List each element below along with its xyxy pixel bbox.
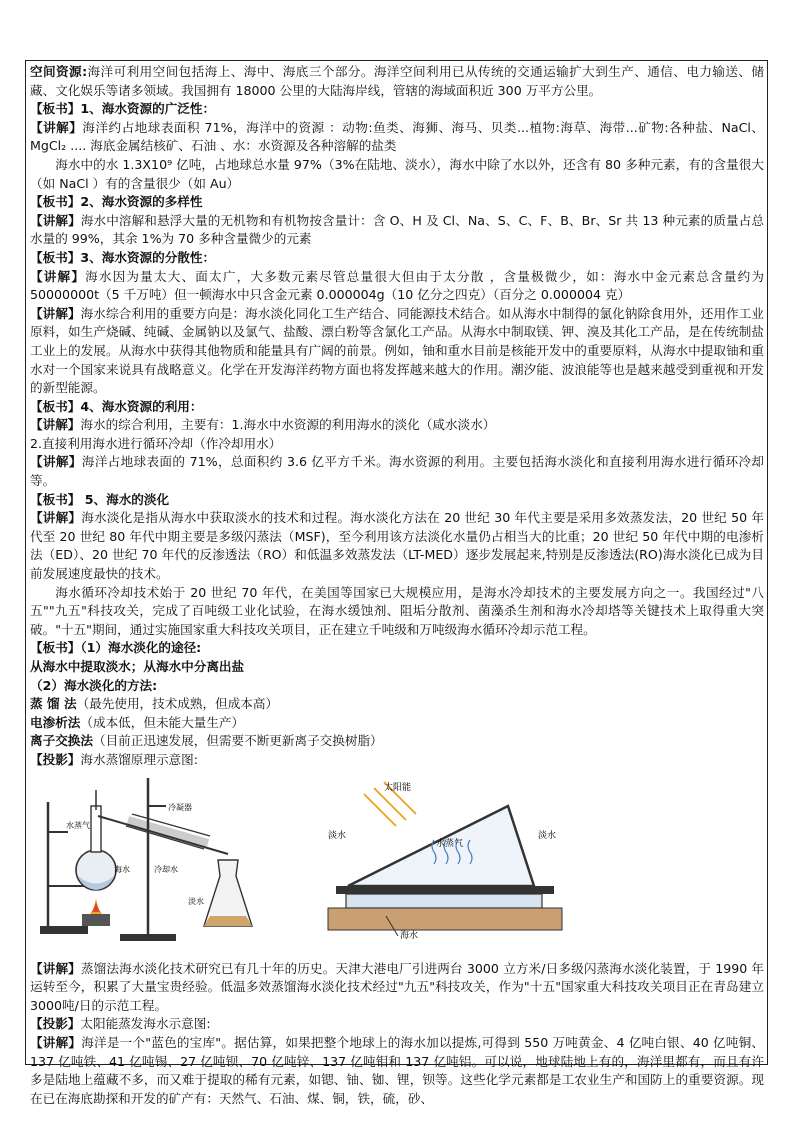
paragraph	[30, 435, 764, 454]
heading-text: 1、海水资源的广泛性：	[80, 101, 216, 117]
paragraph-bold	[30, 658, 764, 677]
solar-still-diagram	[326, 776, 566, 940]
board-heading	[30, 249, 764, 268]
heading-text: 2、海水资源的多样性	[80, 194, 203, 210]
method-name: 蒸 馏 法	[30, 696, 77, 712]
paragraph-text: 海洋约占地球表面积 71%，海洋中的资源 ：动物:鱼类、海狮、海马、贝类...植物:海草、海带...矿物:各种盐、NaCl、MgCl₂ .... 海底金属结核矿、石油 、水：水资源及各种溶解的盐类	[30, 119, 764, 154]
paragraph-text: 海水循环冷却技术始于 20 世纪 70 年代，在美国等国家已大规模应用，是海水冷却技术的主要发展方向之一。我国经过"八五""九五"科技攻关，完成了百吨级工业化试验，在海水缓蚀剂、阻垢分散剂、菌藻杀生剂和海水冷却塔等关键技术上取得重大突破。"十五"期间，通过实施国家重大科技攻关项目，正在建立千吨级和万吨级海水循环冷却示范工程。	[30, 584, 764, 637]
document-body	[26, 61, 767, 1108]
paragraph-space-resources	[30, 63, 764, 100]
board-heading	[30, 491, 764, 510]
distillation-diagram	[38, 776, 258, 944]
paragraph-bold	[30, 677, 764, 696]
paragraph-text: 2.直接利用海水进行循环冷却（作冷却用水）	[30, 435, 282, 451]
heading-text: 3、海水资源的分散性：	[80, 249, 216, 265]
label-condenser: 冷凝器	[168, 802, 192, 812]
paragraph-text: 太阳能蒸发海水示意图:	[80, 1016, 211, 1032]
board-heading	[30, 193, 764, 212]
label-water-vapor: 水蒸气	[436, 838, 464, 849]
explain-tag: 【讲解】	[30, 305, 81, 321]
projection-paragraph	[30, 751, 764, 770]
board-tag: 【板书】	[30, 194, 81, 210]
paragraph-text: 蒸馏法海水淡化技术研究已有几十年的历史。天津大港电厂引进两台 3000 立方米/日多级闪蒸海水淡化装置，于 1990 年运转至今，积累了大量宝贵经验。低温多效蒸馏海水淡化技术经过"九五"科技攻关，作为"十五"国家重大科技攻关项目正在青岛建立 3000吨/日的示范工程。	[30, 960, 765, 1013]
label-fresh-water-left: 淡水	[328, 830, 347, 841]
method-name: 电渗析法	[30, 714, 81, 730]
paragraph-text: 从海水中提取淡水；从海水中分离出盐	[30, 659, 245, 674]
projection-paragraph	[30, 1015, 764, 1034]
explain-tag: 【讲解】	[30, 510, 82, 526]
paragraph	[30, 584, 764, 640]
explain-tag: 【讲解】	[30, 417, 81, 433]
figure-row	[30, 776, 764, 960]
paragraph-text: 海洋占地球表面的 71%，总面积约 3.6 亿平方千米。海水资源的利用。主要包括海水淡化和直接利用海水进行循环冷却等。	[30, 454, 765, 489]
method-item	[30, 695, 764, 714]
explanation-paragraph	[30, 268, 764, 305]
board-heading	[30, 639, 764, 658]
label-fresh-water: 淡水	[188, 896, 204, 906]
explanation-paragraph	[30, 119, 764, 156]
label-solar-energy: 太阳能	[384, 782, 412, 793]
explain-tag: 【讲解】	[30, 119, 83, 135]
heading-text: 4、海水资源的利用：	[80, 398, 203, 414]
explanation-paragraph	[30, 305, 764, 398]
board-heading	[30, 398, 764, 417]
paragraph	[30, 156, 764, 193]
paragraph-text: 海洋可利用空间包括海上、海中、海底三个部分。海洋空间利用已从传统的交通运输扩大到生产、通信、电力输送、储藏、文化娱乐等诸多领域。我国拥有 18000 公里的大陆海岸线，管辖的海域面积近 300 万平方公里。	[30, 64, 764, 98]
board-tag: 【板书】	[30, 640, 81, 656]
board-tag: 【板书】	[30, 398, 81, 414]
document-frame	[25, 60, 768, 1106]
paragraph-text: 海水蒸馏原理示意图:	[80, 751, 198, 767]
paragraph-text: 海水综合利用的重要方向是：海水淡化同化工生产结合、同能源技术结合。如从海水中制得的氯化钠除食用外，还用作工业原料，如生产烧碱、纯碱、金属钠以及氯气、盐酸、漂白粉等含氯化工产品。从海水中制取镁、钾、溴及其化工产品，是在传统制盐工业上的发展。从海水中获得其他物质和能量具有广阔的前景。例如，铀和重水目前是核能开发中的重要原料，从海水中提取铀和重水对一个国家来说具有战略意义。化学在开发海洋药物方面也将发挥越来越大的作用。潮汐能、波浪能等也是越来越受到重视和开发的新型能源。	[30, 305, 764, 396]
heading-text: （1）海水淡化的途径:	[80, 640, 202, 656]
board-tag: 【板书】	[30, 249, 81, 265]
explanation-paragraph	[30, 960, 764, 1016]
label-fresh-water-right: 淡水	[538, 830, 557, 841]
explanation-paragraph	[30, 1034, 764, 1108]
method-note: （成本低，但未能大量生产）	[80, 714, 245, 730]
explain-tag: 【讲解】	[30, 960, 81, 976]
paragraph-text: 海水中溶解和悬浮大量的无机物和有机物按含量计：含 O、H 及 Cl、Na、S、C、F、B、Br、Sr 共 13 种元素的质量占总水量的 99%，其余 1%为 70 多种含量微少的元素	[30, 212, 764, 247]
method-item	[30, 714, 764, 733]
paragraph-text: 海水因为量太大、面太广，大多数元素尽管总量很大但由于太分散 ，含量极微少，如：海水中金元素总含量约为 50000000t（5 千万吨）但一顿海水中只含金元素 0.000004g（10 亿分之四克）（百分之 0.000004 克）	[30, 268, 764, 303]
paragraph-text: 海洋是一个"蓝色的宝库"。据估算，如果把整个地球上的海水加以提炼,可得到 550 万吨黄金、4 亿吨白银、40 亿吨铜、137 亿吨铁、41 亿吨锡、27 亿吨钡、70 亿吨锌、137 亿吨钼和 137 亿吨铝。可以说，地球陆地上有的，海洋里都有，而且有许多是陆地上蕴藏不多，而又难于提取的稀有元素，如锶、铀、铷、锂，钡等。这些化学元素都是工农业生产和国防上的重要资源。现在已在海底勘探和开发的矿产有：天然气、石油、煤、铜，铁，硫，砂、	[30, 1034, 765, 1106]
paragraph-text: （2）海水淡化的方法:	[30, 677, 158, 693]
board-heading	[30, 100, 764, 119]
method-note: （最先使用，技术成熟，但成本高）	[76, 696, 279, 712]
paragraph-text: 海水淡化是指从海水中获取淡水的技术和过程。海水淡化方法在 20 世纪 30 年代主要是采用多效蒸发法，20 世纪 50 年代至 20 世纪 80 年代中期主要是多级闪蒸法（MSF)，至今利用该方法淡化水量仍占相当大的比重；20 世纪 50 年代中期的电渗析法（ED）、20 世纪 70 年代的反渗透法（RO）和低温多效蒸发法（LT-MED）逐步发展起来,特别是反渗透法(RO)海水淡化已成为目前发展速度最快的技术。	[30, 510, 765, 582]
condenser	[126, 814, 210, 849]
projection-tag: 【投影】	[30, 1016, 81, 1032]
label-steam: 水蒸气	[66, 820, 90, 830]
method-name: 离子交换法	[30, 733, 93, 749]
explanation-paragraph	[30, 509, 764, 583]
label-seawater: 海水	[114, 864, 130, 874]
explain-tag: 【讲解】	[30, 454, 82, 470]
explanation-paragraph	[30, 453, 764, 490]
label-cooling-water: 冷却水	[154, 864, 178, 874]
paragraph-text: 海水中的水 1.3X10⁹ 亿吨，占地球总水量 97%（3%在陆地、淡水），海水中除了水以外，还含有 80 多种元素，有的含量很大（如 NaCl ）有的含量很少（如 Au）	[30, 156, 764, 191]
method-item	[30, 732, 764, 751]
explanation-paragraph	[30, 416, 764, 435]
explanation-paragraph	[30, 212, 764, 249]
explain-tag: 【讲解】	[30, 268, 86, 284]
board-tag: 【板书】	[30, 101, 81, 117]
term-label: 空间资源:	[30, 64, 88, 79]
projection-tag: 【投影】	[30, 751, 81, 767]
board-tag: 【板书】	[30, 491, 81, 507]
heading-text: 5、海水的淡化	[80, 491, 170, 507]
explain-tag: 【讲解】	[30, 1034, 82, 1050]
paragraph-text: 海水的综合利用，主要有：1.海水中水资源的利用海水的淡化（咸水淡水）	[80, 417, 496, 433]
explain-tag: 【讲解】	[30, 212, 81, 228]
method-note: （目前正迅速发展，但需要不断更新离子交换树脂）	[92, 733, 383, 749]
label-seawater: 海水	[400, 930, 419, 941]
